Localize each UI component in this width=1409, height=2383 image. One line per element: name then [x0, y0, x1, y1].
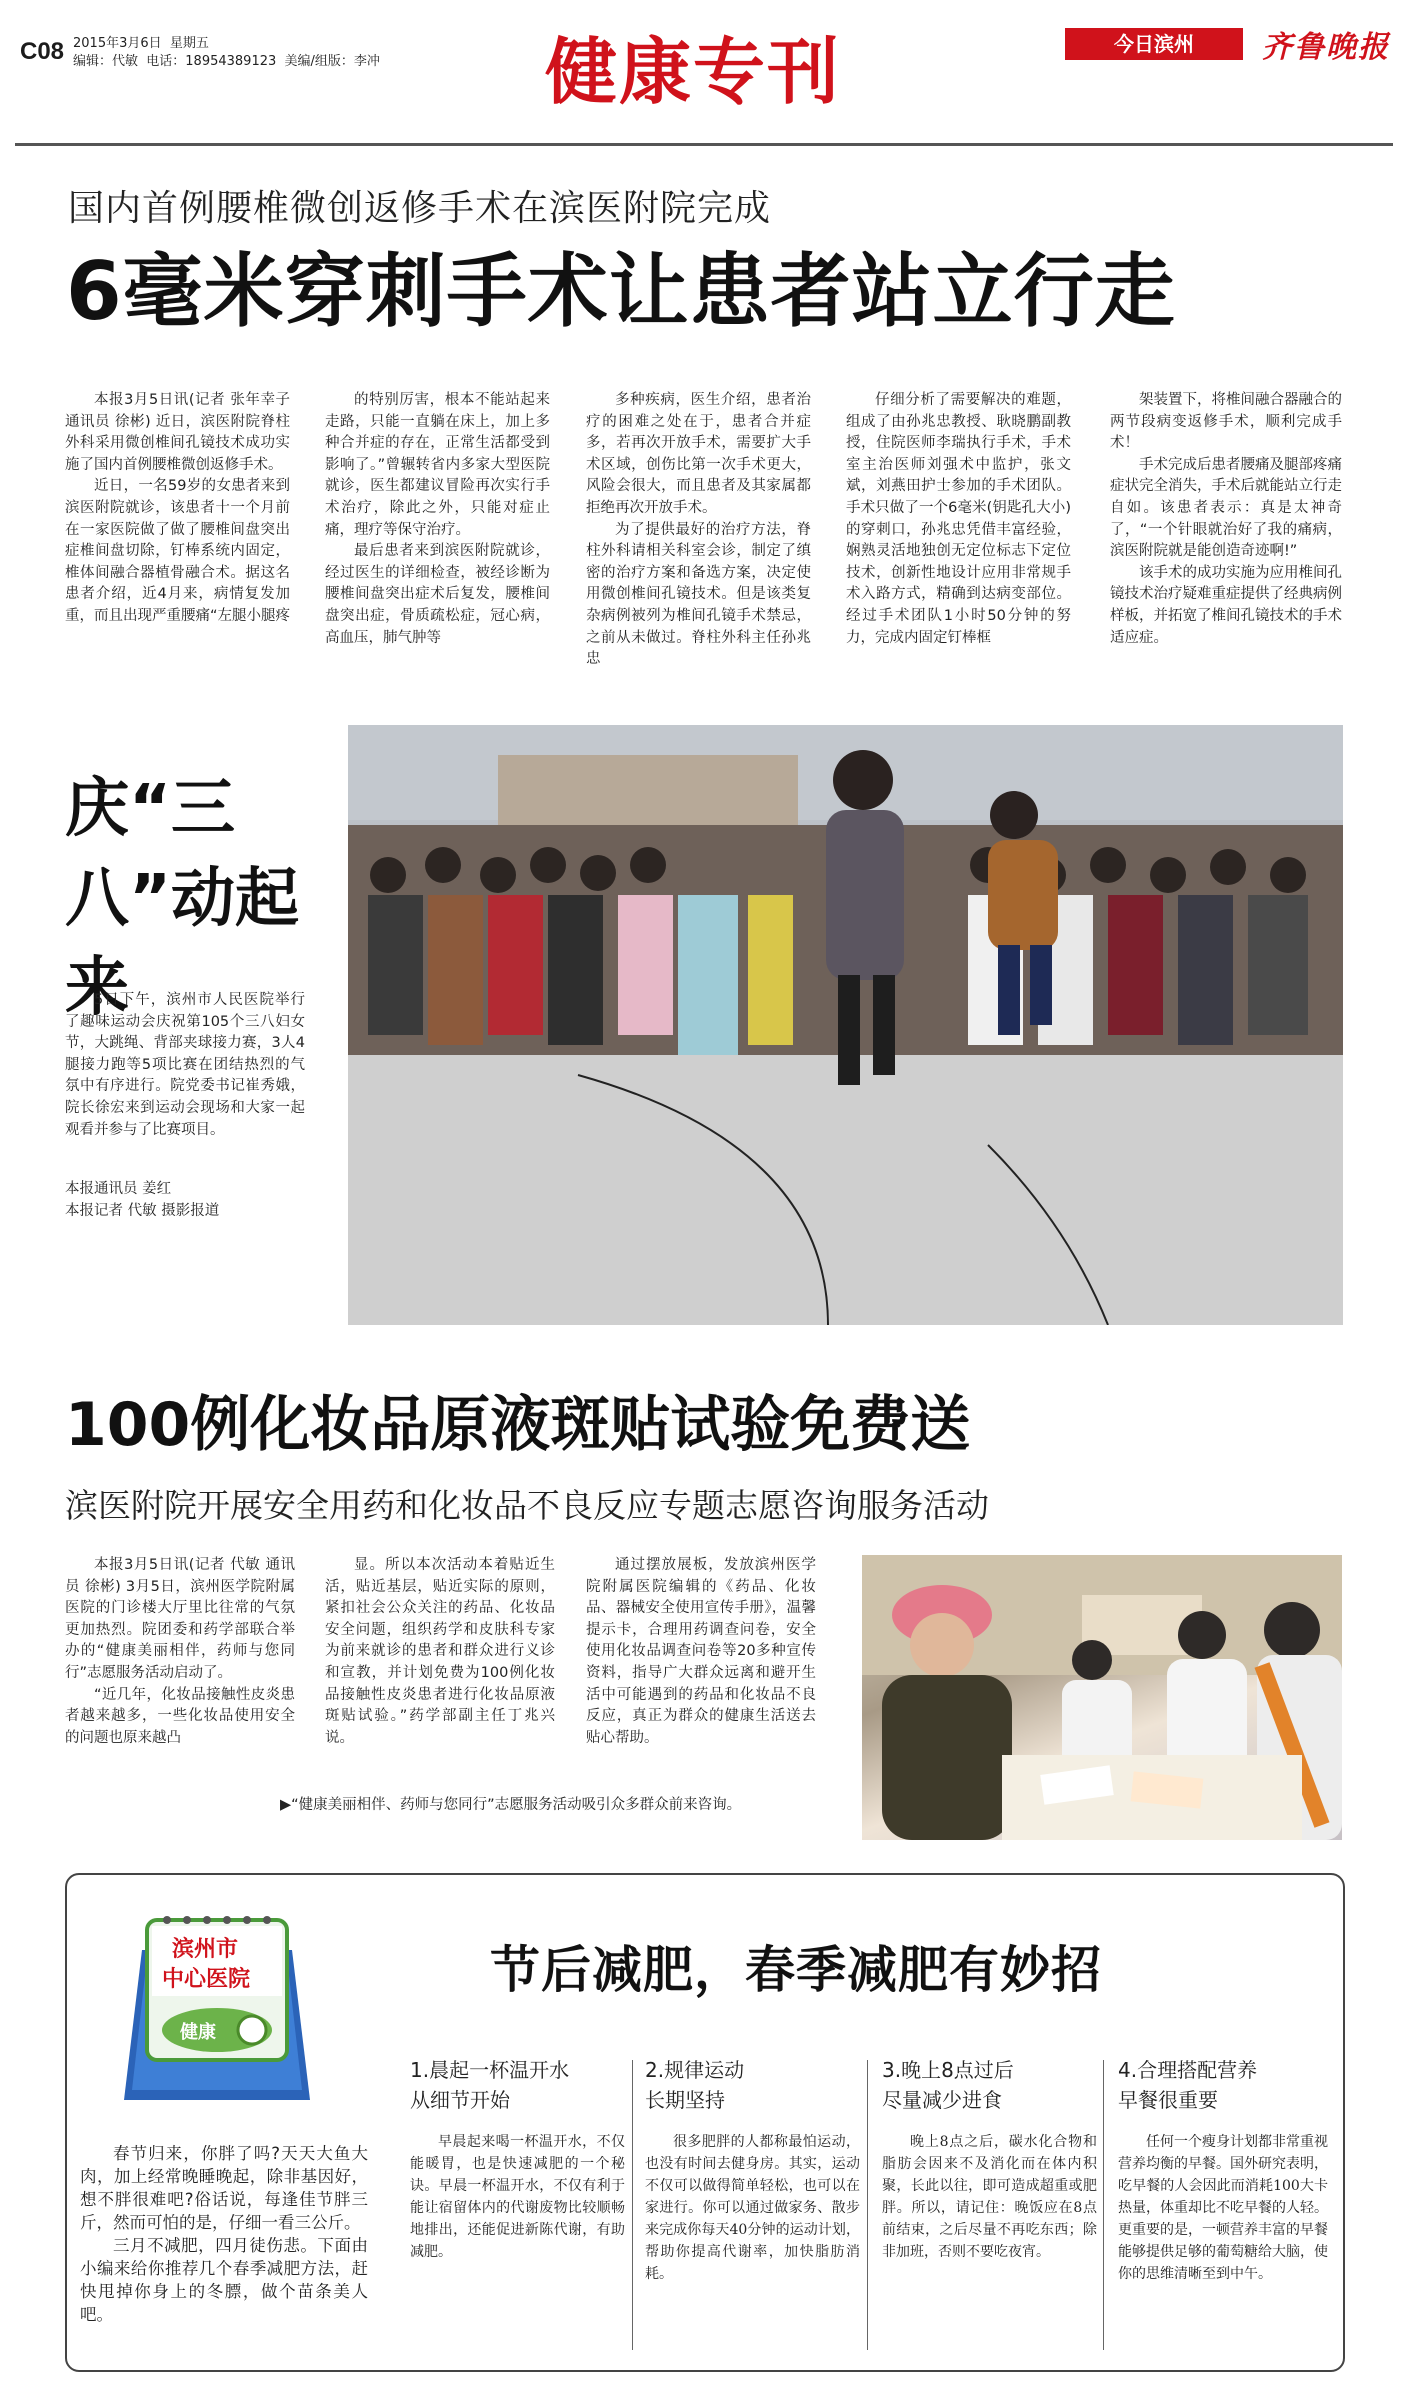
paragraph: 任何一个瘦身计划都非常重视营养均衡的早餐。国外研究表明，吃早餐的人会因此而消耗100大卡热量，体重却比不吃早餐的人轻。更重要的是，一顿营养丰富的早餐能够提供足够的葡萄糖给大脑，使你的思维清晰至到中午。: [1118, 2134, 1328, 2282]
paragraph: 多种疾病，医生介绍，患者治疗的困难之处在于，患者合并症多，若再次开放手术，需要扩大手术区域，创伤比第一次手术更大，风险会很大，而且患者及其家属都拒绝再次开放手术。: [586, 392, 811, 516]
article1-column-3: [586, 390, 811, 680]
paragraph: 仔细分析了需要解决的难题，组成了由孙兆忠教授、耿晓鹏副教授，住院医师李瑞执行手术，手术室主治医师刘强术中监护，张文斌，刘燕田护士参加的手术团队。手术只做了一个6毫米(钥匙孔大小)的穿刺口，孙兆忠凭借丰富经验，娴熟灵活地独创无定位标志下定位技术，创新性地设计应用非常规手术入路方式，精确到达病变部位。经过手术团队1小时50分钟的努力，完成内固定钉棒框: [846, 392, 1071, 646]
article1-kicker: 国内首例腰椎微创返修手术在滨医附院完成: [68, 188, 772, 229]
tip-body: [645, 2131, 860, 2361]
article4-intro: [80, 2142, 368, 2362]
section-title: 健康专刊: [545, 29, 842, 114]
article4-headline: 节后减肥，春季减肥有妙招: [490, 1940, 1102, 1999]
paragraph: “近几年，化妆品接触性皮炎患者越来越多，一些化妆品使用安全的问题也原来越凸: [65, 1686, 295, 1746]
paragraph: 架装置下，将椎间融合器融合的两节段病变返修手术，顺利完成手术！: [1110, 392, 1342, 452]
divider: [1103, 2060, 1104, 2350]
tip-4: [1118, 2055, 1328, 2361]
article1-column-2: [325, 390, 550, 680]
paragraph: 为了提供最好的治疗方法，脊柱外科请相关科室会诊，制定了缜密的治疗方案和备选方案，决定使用微创椎间孔镜技术。但是该类复杂病例被列为椎间孔镜手术禁忌，之前从未做过。脊柱外科主任孙兆忠: [586, 521, 811, 668]
paragraph: 显。所以本次活动本着贴近生活，贴近基层，贴近实际的原则，紧扣社会公众关注的药品、化妆品安全问题，组织药学和皮肤科专家为前来就诊的患者和群众进行义诊和宣教，并计划免费为100例化妆品接触性皮炎患者进行化妆品原液斑贴试验。”药学部副主任丁兆兴说。: [325, 1557, 555, 1746]
tip-3: [882, 2055, 1097, 2361]
paragraph: 很多肥胖的人都称最怕运动，也没有时间去健身房。其实，运动不仅可以做得简单轻松，也可以在家进行。你可以通过做家务、散步来完成你每天40分钟的运动计划，帮助你提高代谢率，加快脂肪消耗。: [645, 2134, 860, 2282]
article1-headline: 6毫米穿刺手术让患者站立行走: [66, 245, 1176, 338]
article2-headline: 庆“三八”动起来: [65, 772, 300, 1026]
paragraph: 该手术的成功实施为应用椎间孔镜技术治疗疑难重症提供了经典病例样板，并拓宽了椎间孔镜技术的手术适应症。: [1110, 564, 1342, 646]
sports-meet-photo: [348, 725, 1343, 1325]
article1-column-4: [846, 390, 1071, 680]
article3-column-1: [65, 1555, 295, 1760]
tip-title: 2.规律运动: [645, 2058, 745, 2082]
tip-2: [645, 2055, 860, 2361]
photo2-caption: ▶“健康美丽相伴、药师与您同行”志愿服务活动吸引众多群众前来咨询。: [280, 1797, 742, 1813]
hospital-logo: [112, 1890, 322, 2120]
paragraph: 本报3月5日讯(记者 张年幸子 通讯员 徐彬) 近日，滨医附院脊柱外科采用微创椎间孔镜技术成功实施了国内首例腰椎微创返修手术。: [65, 392, 290, 473]
article2-body: [65, 990, 305, 1170]
designer-credit: 美编/组版：李冲: [284, 53, 380, 69]
tip-title: 4.合理搭配营养: [1118, 2058, 1258, 2082]
article2-credits: [65, 1178, 219, 1222]
tip-subtitle: 长期坚持: [645, 2088, 725, 2112]
editor-phone: 电话：18954389123: [146, 53, 277, 69]
article1-column-5: [1110, 390, 1342, 680]
newspaper-brand: 齐鲁晚报: [1262, 30, 1390, 65]
jump-rope-photo-illustration: [348, 725, 1343, 1325]
tip-subtitle: 早餐很重要: [1118, 2088, 1218, 2112]
paragraph: 春节归来，你胖了吗?天天大鱼大肉，加上经常晚睡晚起，除非基因好，想不胖很难吧?俗话说，每逢佳节胖三斤，然而可怕的是，仔细一看三公斤。: [80, 2144, 368, 2232]
consultation-photo: [862, 1555, 1342, 1840]
divider: [632, 2060, 633, 2350]
paragraph: 本报3月5日讯(记者 代敏 通讯员 徐彬) 3月5日，滨州医学院附属医院的门诊楼大厅里比往常的气氛更加热烈。院团委和药学部联合举办的“健康美丽相伴，药师与您同行”志愿服务活动启动了。: [65, 1557, 295, 1681]
edition-tag: 今日滨州: [1065, 28, 1243, 60]
article3-column-2: [325, 1555, 555, 1760]
credit-reporter: 本报记者 代敏 摄影报道: [65, 1203, 220, 1219]
logo-text-line2: 中心医院: [162, 1966, 251, 1992]
paragraph: 通过摆放展板，发放滨州医学院附属医院编辑的《药品、化妆品、器械安全使用宣传手册》，温馨提示卡，合理用药调查问卷，安全使用化妆品调查问卷等20多种宣传资料，指导广大群众远离和避开生活中可能遇到的药品和化妆品不良反应，真正为群众的健康生活送去贴心帮助。: [586, 1557, 816, 1746]
article3-column-3: [586, 1555, 816, 1760]
paragraph: 早晨起来喝一杯温开水，不仅能暖胃，也是快速减肥的一个秘诀。早晨一杯温开水，不仅有利于能让宿留体内的代谢废物比较顺畅地排出，还能促进新陈代谢，有助减肥。: [410, 2134, 625, 2260]
calendar-logo-icon: [112, 1890, 322, 2120]
volunteer-desk-illustration: [862, 1555, 1342, 1840]
tip-subtitle: 从细节开始: [410, 2088, 510, 2112]
header-rule: [15, 143, 1393, 146]
page-number: C08: [20, 38, 65, 65]
tip-body: [410, 2131, 625, 2361]
tip-subtitle: 尽量减少进食: [882, 2088, 1002, 2112]
logo-word: 健康: [180, 2022, 216, 2043]
tip-body: [1118, 2131, 1328, 2361]
tip-1: [410, 2055, 625, 2361]
article3-subheadline: 滨医附院开展安全用药和化妆品不良反应专题志愿咨询服务活动: [65, 1486, 989, 1525]
tip-body: [882, 2131, 1097, 2361]
article1-column-1: [65, 390, 290, 680]
paragraph: 近日，一名59岁的女患者来到滨医附院就诊，该患者十一个月前在一家医院做了做了腰椎间盘突出症椎间盘切除，钉棒系统内固定，椎体间融合器植骨融合术。据这名患者介绍，近4月来，病情复发加重，而且出现严重腰痛“左腿小腿疼: [65, 478, 290, 624]
issue-weekday: 星期五: [169, 36, 209, 51]
paragraph: 晚上8点之后，碳水化合物和脂肪会因来不及消化而在体内积聚，长此以往，即可造成超重或肥胖。所以，请记住：晚饭应在8点前结束，之后尽量不再吃东西；除非加班，否则不要吃夜宵。: [882, 2134, 1097, 2260]
tip-title: 1.晨起一杯温开水: [410, 2058, 570, 2082]
editor-credit: 编辑：代敏: [73, 53, 139, 69]
paragraph: 最后患者来到滨医附院就诊，经过医生的详细检查，被经诊断为腰椎间盘突出症术后复发，腰椎间盘突出症，骨质疏松症，冠心病，高血压，肺气肿等: [325, 543, 550, 646]
tip-title: 3.晚上8点过后: [882, 2058, 1014, 2082]
issue-date: 2015年3月6日: [73, 36, 162, 51]
logo-text-line1: 滨州市: [172, 1936, 239, 1962]
paragraph: 的特别厉害，根本不能站起来走路，只能一直躺在床上，加上多种合并症的存在，正常生活都受到影响了。”曾辗转省内多家大型医院就诊，医生都建议冒险再次实行手术治疗，除此之外，只能对症止痛，理疗等保守治疗。: [325, 392, 550, 538]
divider: [867, 2060, 868, 2350]
credit-correspondent: 本报通讯员 姜红: [65, 1181, 172, 1197]
paragraph: 手术完成后患者腰痛及腿部疼痛症状完全消失，手术后就能站立行走自如。该患者表示：真是太神奇了，“一个针眼就治好了我的痛病，滨医附院就是能创造奇迹啊!”: [1110, 456, 1342, 560]
paragraph: 三月不减肥，四月徒伤悲。下面由小编来给你推荐几个春季减肥方法，赶快甩掉你身上的冬膘，做个苗条美人吧。: [80, 2236, 368, 2324]
header-meta: [73, 35, 380, 70]
article3-headline: 100例化妆品原液斑贴试验免费送: [65, 1390, 971, 1460]
paragraph: 5日下午，滨州市人民医院举行了趣味运动会庆祝第105个三八妇女节，大跳绳、背部夹球接力赛，3人4腿接力跑等5项比赛在团结热烈的气氛中有序进行。院党委书记崔秀娥，院长徐宏来到运动会现场和大家一起观看并参与了比赛项目。: [65, 992, 305, 1138]
